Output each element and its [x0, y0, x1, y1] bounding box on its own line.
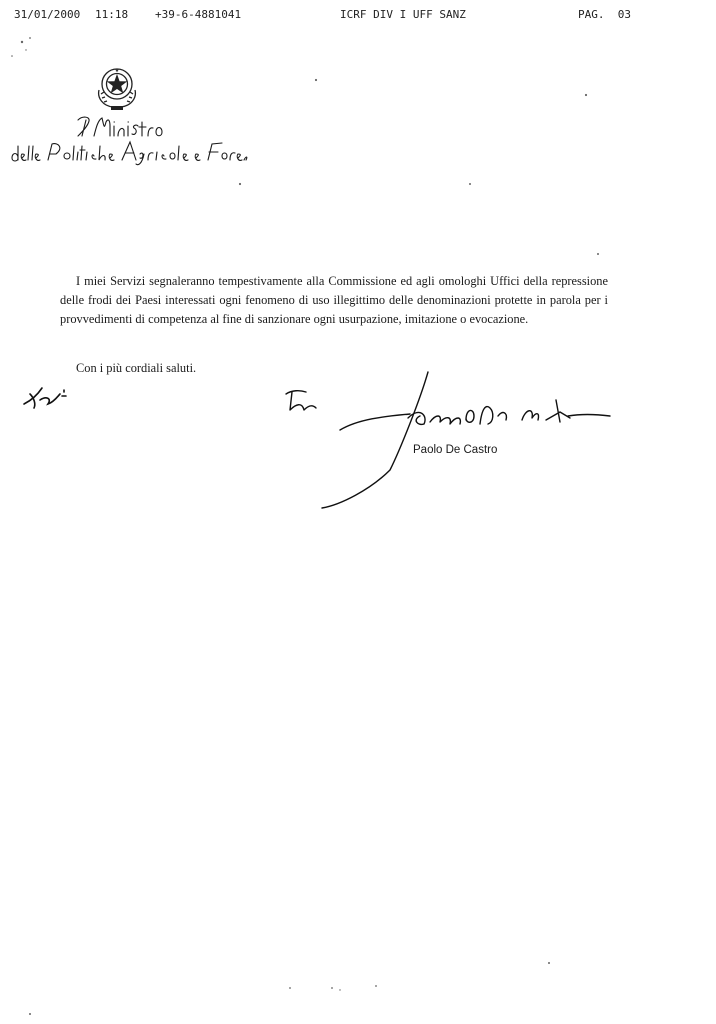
signatory-name: Paolo De Castro — [413, 444, 498, 456]
letter-body — [60, 272, 608, 329]
fax-transmission-header — [0, 8, 716, 28]
fax-page-indicator — [578, 8, 631, 21]
svg-text:★: ★ — [114, 68, 120, 74]
fax-time: 11:18 — [95, 8, 129, 21]
handwritten-signature — [270, 360, 620, 510]
italian-republic-emblem-icon — [93, 60, 141, 112]
closing-salutation: Con i più cordiali saluti. — [76, 361, 197, 375]
fax-date: 31/01/2000 — [14, 8, 81, 21]
fax-page-label: PAG. — [578, 8, 605, 21]
fax-station-id: ICRF DIV I UFF SANZ — [340, 8, 466, 21]
body-paragraph: I miei Servizi segnaleranno tempestivamente alla Commissione ed agli omologhi Uffici della repressione delle frodi dei Paesi interessati ogni fenomeno di uso illegittimo delle denominazioni protette in parola per i provvedimenti di competenza al fine di sanzionare ogni usurpazione, imitazione o evocazione. — [60, 274, 608, 326]
ministry-letterhead-script — [10, 112, 250, 172]
fax-phone-number: +39-6-4881041 — [155, 8, 242, 21]
handwritten-initials — [20, 382, 80, 412]
fax-page-number: 03 — [617, 8, 631, 21]
